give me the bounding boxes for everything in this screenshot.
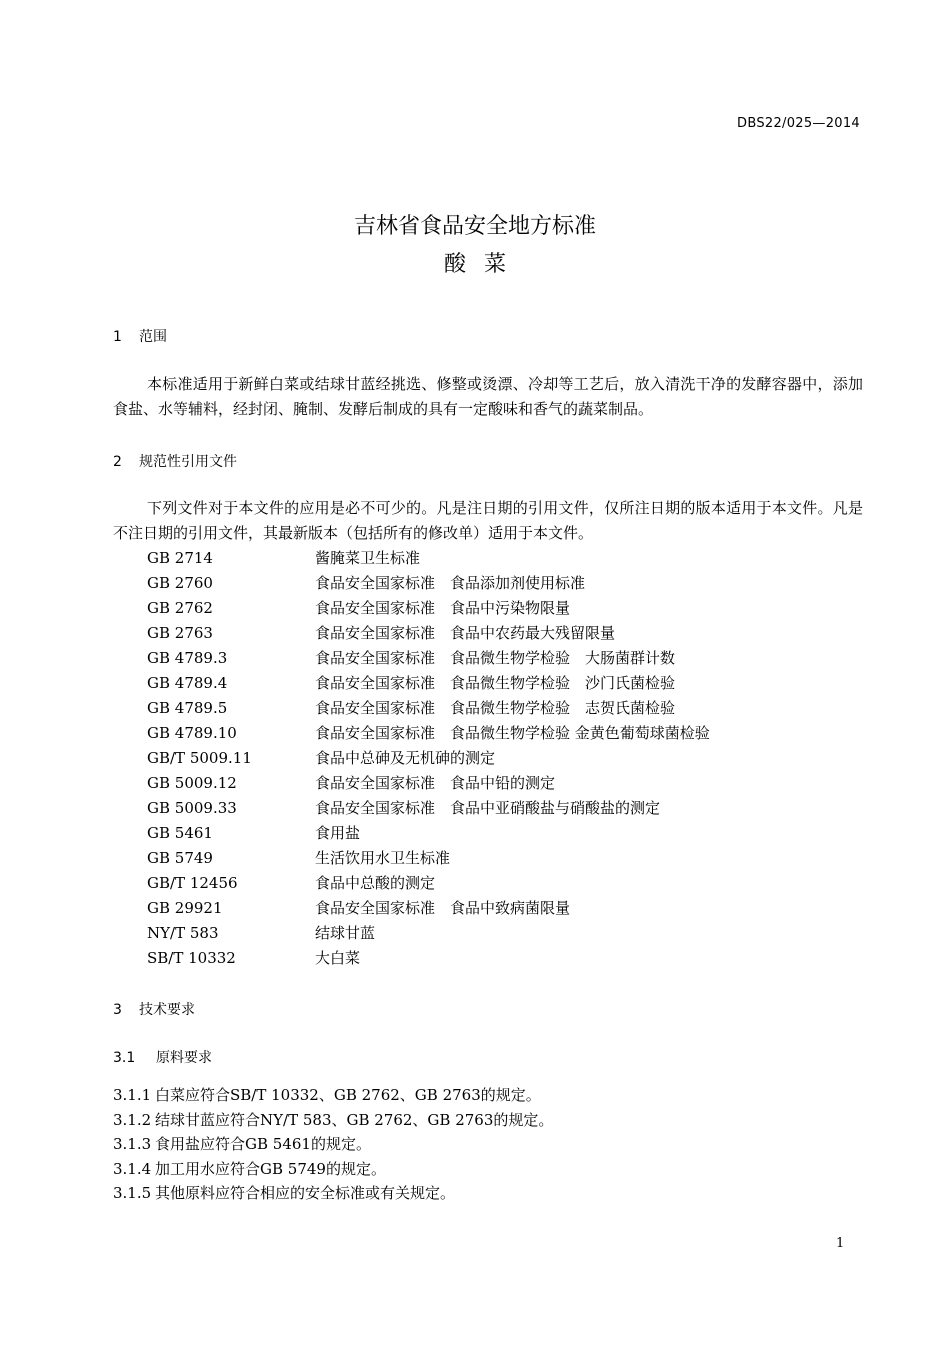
reference-item bbox=[147, 571, 710, 596]
clause-number: 3.1.5 bbox=[113, 1184, 152, 1202]
reference-item bbox=[147, 771, 710, 796]
reference-code: GB 4789.3 bbox=[147, 649, 228, 667]
reference-code: GB 29921 bbox=[147, 899, 223, 917]
reference-title: 食品安全国家标准 食品微生物学检验 沙门氏菌检验 bbox=[315, 674, 676, 692]
reference-title: 生活饮用水卫生标准 bbox=[315, 849, 451, 867]
reference-item bbox=[147, 596, 710, 621]
reference-code: GB 4789.4 bbox=[147, 674, 228, 692]
page-number: 1 bbox=[836, 1236, 845, 1251]
document-code: DBS22/025—2014 bbox=[737, 116, 860, 131]
reference-item bbox=[147, 621, 710, 646]
reference-title: 食品安全国家标准 食品中铅的测定 bbox=[315, 774, 556, 792]
section-title: 范围 bbox=[139, 329, 167, 345]
reference-item bbox=[147, 896, 710, 921]
clause-item bbox=[113, 1083, 553, 1108]
reference-title: 食品安全国家标准 食品中亚硝酸盐与硝酸盐的测定 bbox=[315, 799, 661, 817]
document-subtitle: 酸菜 bbox=[443, 252, 524, 277]
reference-code: GB 5749 bbox=[147, 849, 213, 867]
clause-text: 白菜应符合SB/T 10332、GB 2762、GB 2763的规定。 bbox=[155, 1086, 541, 1104]
clause-number: 3.1.1 bbox=[113, 1086, 152, 1104]
section-2-paragraph: 下列文件对于本文件的应用是必不可少的。凡是注日期的引用文件，仅所注日期的版本适用于本文件。凡是不注日期的引用文件，其最新版本（包括所有的修改单）适用于本文件。 bbox=[113, 499, 863, 542]
reference-title: 食品安全国家标准 食品微生物学检验 大肠菌群计数 bbox=[315, 649, 676, 667]
reference-item bbox=[147, 546, 710, 571]
reference-title: 食品中总酸的测定 bbox=[315, 874, 436, 892]
reference-item bbox=[147, 671, 710, 696]
reference-code: GB 2714 bbox=[147, 549, 213, 567]
reference-item bbox=[147, 696, 710, 721]
reference-code: GB/T 12456 bbox=[147, 874, 238, 892]
reference-code: GB 2760 bbox=[147, 574, 213, 592]
section-number: 2 bbox=[113, 454, 122, 470]
subsection-3-1-heading bbox=[113, 1047, 212, 1067]
reference-code: GB 5009.33 bbox=[147, 799, 237, 817]
clause-number: 3.1.3 bbox=[113, 1135, 152, 1153]
clause-text: 加工用水应符合GB 5749的规定。 bbox=[155, 1159, 386, 1178]
clause-number: 3.1.4 bbox=[113, 1159, 152, 1178]
reference-code: GB 4789.5 bbox=[147, 699, 228, 717]
reference-code: GB 4789.10 bbox=[147, 724, 237, 742]
reference-item bbox=[147, 646, 710, 671]
section-3-heading bbox=[113, 999, 195, 1019]
reference-code: GB 5009.12 bbox=[147, 774, 237, 792]
reference-code: GB/T 5009.11 bbox=[147, 749, 252, 767]
clause-list bbox=[113, 1083, 553, 1206]
reference-item bbox=[147, 821, 710, 846]
section-title: 规范性引用文件 bbox=[139, 454, 237, 470]
section-number: 3 bbox=[113, 1002, 122, 1018]
reference-title: 食用盐 bbox=[315, 824, 361, 842]
clause-item bbox=[113, 1181, 553, 1206]
clause-item bbox=[113, 1132, 553, 1157]
reference-item bbox=[147, 846, 710, 871]
reference-code: GB 5461 bbox=[147, 824, 213, 842]
clause-text: 其他原料应符合相应的安全标准或有关规定。 bbox=[155, 1184, 456, 1202]
section-1-heading bbox=[113, 326, 167, 346]
document-title: 吉林省食品安全地方标准 bbox=[353, 214, 596, 239]
reference-title: 食品安全国家标准 食品中污染物限量 bbox=[315, 599, 571, 617]
clause-text: 结球甘蓝应符合NY/T 583、GB 2762、GB 2763的规定。 bbox=[155, 1110, 554, 1129]
clause-item bbox=[113, 1157, 553, 1182]
reference-title: 食品安全国家标准 食品添加剂使用标准 bbox=[315, 574, 586, 592]
clause-item bbox=[113, 1108, 553, 1133]
reference-title: 酱腌菜卫生标准 bbox=[315, 549, 421, 567]
reference-item bbox=[147, 721, 710, 746]
reference-title: 食品安全国家标准 食品微生物学检验 志贺氏菌检验 bbox=[315, 699, 676, 717]
reference-title: 食品安全国家标准 食品中农药最大残留限量 bbox=[315, 624, 616, 642]
reference-code: SB/T 10332 bbox=[147, 949, 236, 967]
reference-title: 大白菜 bbox=[315, 949, 361, 967]
reference-code: NY/T 583 bbox=[147, 924, 219, 942]
reference-title: 结球甘蓝 bbox=[315, 924, 376, 942]
section-2-heading bbox=[113, 451, 237, 471]
reference-title: 食品安全国家标准 食品中致病菌限量 bbox=[315, 899, 571, 917]
reference-title: 食品安全国家标准 食品微生物学检验 金黄色葡萄球菌检验 bbox=[315, 724, 710, 742]
reference-item bbox=[147, 871, 710, 896]
reference-item bbox=[147, 746, 710, 771]
clause-text: 食用盐应符合GB 5461的规定。 bbox=[155, 1135, 371, 1153]
clause-number: 3.1.2 bbox=[113, 1110, 152, 1129]
reference-item bbox=[147, 921, 710, 946]
subsection-title: 原料要求 bbox=[156, 1050, 212, 1066]
reference-code: GB 2762 bbox=[147, 599, 213, 617]
section-number: 1 bbox=[113, 329, 122, 345]
reference-item bbox=[147, 796, 710, 821]
reference-code: GB 2763 bbox=[147, 624, 213, 642]
reference-item bbox=[147, 946, 710, 971]
reference-title: 食品中总砷及无机砷的测定 bbox=[315, 749, 496, 767]
reference-list bbox=[147, 546, 710, 971]
section-title: 技术要求 bbox=[139, 1002, 195, 1018]
subsection-number: 3.1 bbox=[113, 1050, 136, 1066]
section-1-paragraph: 本标准适用于新鲜白菜或结球甘蓝经挑选、修整或烫漂、冷却等工艺后，放入清洗干净的发酵容器中，添加食盐、水等辅料，经封闭、腌制、发酵后制成的具有一定酸味和香气的蔬菜制品。 bbox=[113, 375, 863, 418]
